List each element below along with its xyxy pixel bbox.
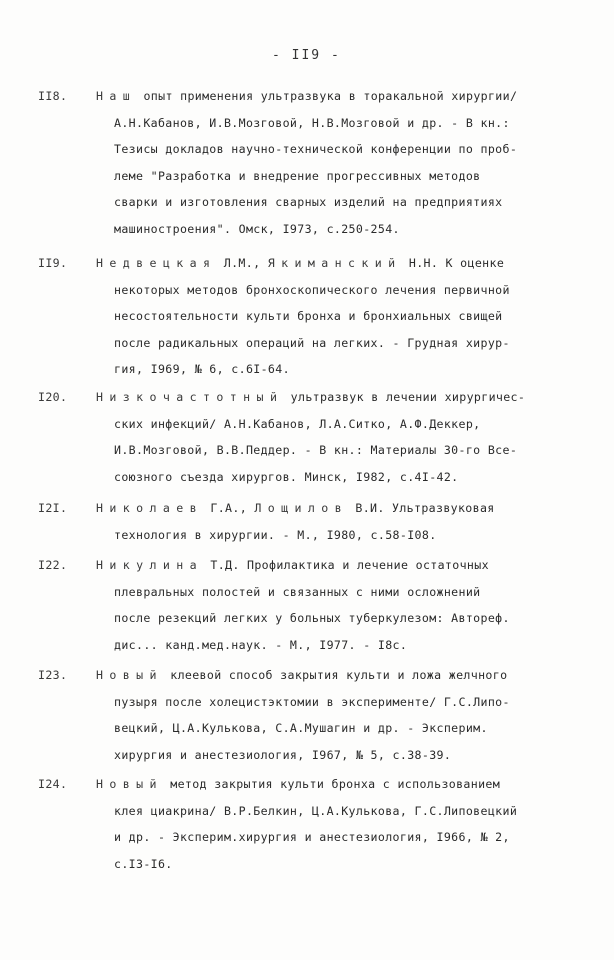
entry-line: после радикальных операций на легких. - Грудная хирур- (114, 335, 510, 350)
entry-line: несостоятельности культи бронха и бронхиальных свищей (114, 309, 503, 323)
entry-line: вецкий, Ц.А.Кулькова, С.А.Мушагин и др. - Эксперим. (114, 721, 488, 735)
spaced-heading: Низкочастотный (96, 390, 284, 404)
entry-text: Г.А., (203, 501, 255, 515)
spaced-heading: Якиманский (267, 256, 402, 270)
entry-first-line (96, 667, 507, 683)
spaced-heading: Николаев (96, 501, 204, 515)
entry-text: Т.Д. Профилактика и лечение остаточных (203, 558, 489, 572)
entry-line: ских инфекций/ А.Н.Кабанов, Л.А.Ситко, А.Ф.Деккер, (114, 416, 481, 431)
entry-number: I22. (38, 558, 68, 572)
page-number: - II9 - (272, 48, 341, 63)
entry-number: I2I. (38, 501, 68, 515)
entry-text: ультразвук в лечении хирургичес- (283, 390, 526, 404)
entry-first-line (96, 500, 495, 516)
spaced-heading: Наш (96, 89, 137, 103)
entry-line: после резекций легких у больных туберкулезом: Автореф. (114, 611, 510, 625)
spaced-heading: Новый (96, 668, 163, 682)
entry-text: Л.М., (216, 256, 268, 270)
entry-line: И.В.Мозговой, В.В.Педдер. - В кн.: Материалы 30-го Все- (114, 443, 518, 457)
entry-line: А.Н.Кабанов, И.В.Мозговой, Н.В.Мозговой и др. - В кн.: (114, 115, 510, 130)
spaced-heading: Недвецкая (96, 256, 217, 270)
entry-first-line (96, 88, 517, 104)
entry-line: леме "Разработка и внедрение прогрессивных методов (114, 168, 481, 183)
entry-line: союзного съезда хирургов. Минск, I982, с.4I-42. (114, 469, 459, 484)
entry-line: некоторых методов бронхоскопического лечения первичной (114, 282, 510, 297)
entry-first-line (96, 776, 500, 792)
entry-number: I20. (38, 390, 68, 404)
entry-number: I24. (38, 777, 68, 791)
spaced-heading: Лощилов (254, 501, 349, 515)
entry-line: плевральных полостей и связанных с ними осложнений (114, 584, 481, 599)
entry-text: Н.Н. К оценке (401, 256, 505, 270)
entry-line: технология в хирургии. - М., I980, с.58-I08. (114, 527, 437, 542)
entry-number: II9. (38, 256, 68, 270)
entry-text: метод закрытия культи бронха с использованием (162, 777, 501, 791)
entry-line: гия, I969, № 6, с.6I-64. (114, 362, 290, 376)
entry-line: сварки и изготовления сварных изделий на предприятиях (114, 195, 503, 209)
entry-line: и др. - Эксперим.хирургия и анестезиология, I966, № 2, (114, 830, 510, 844)
entry-first-line (96, 255, 504, 271)
spaced-heading: Новый (96, 777, 163, 791)
entry-line: с.I3-I6. (114, 856, 173, 871)
spaced-heading: Никулина (96, 558, 204, 572)
entry-number: I23. (38, 668, 68, 682)
entry-number: II8. (38, 89, 68, 103)
entry-line: машиностроения". Омск, I973, с.250-254. (114, 221, 400, 236)
entry-first-line (96, 557, 489, 573)
entry-line: клея циакрина/ В.Р.Белкин, Ц.А.Кулькова, Г.С.Липовецкий (114, 803, 518, 818)
entry-line: хирургия и анестезиология, I967, № 5, с.38-39. (114, 747, 452, 762)
entry-first-line (96, 389, 525, 405)
entry-text: клеевой способ закрытия культи и ложа желчного (162, 668, 508, 682)
entry-line: дис... канд.мед.наук. - М., I977. - I8с. (114, 637, 408, 652)
entry-line: пузыря после холецистэктомии в эксперименте/ Г.С.Липо- (114, 694, 510, 709)
entry-line: Тезисы докладов научно-технической конференции по проб- (114, 142, 518, 156)
entry-text: В.И. Ультразвуковая (348, 501, 495, 515)
entry-text: опыт применения ультразвука в торакальной хирургии/ (136, 89, 518, 103)
